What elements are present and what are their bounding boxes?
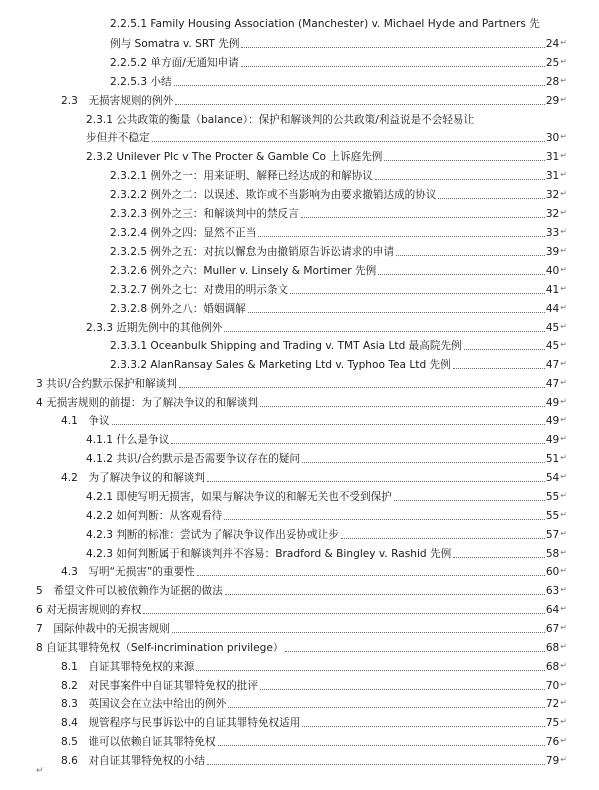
- return-mark-icon: ↵: [560, 472, 567, 481]
- return-mark-icon: ↵: [560, 95, 567, 104]
- return-mark-icon: ↵: [560, 736, 567, 745]
- toc-page-number: 39: [545, 246, 560, 258]
- dot-leader: [394, 500, 545, 501]
- toc-entry-label: 2.3.2.2 例外之二：以误述、欺诈或不当影响为由要求撤销达成的协议: [110, 189, 437, 201]
- toc-page-number: 29: [545, 95, 560, 107]
- toc-entry-8-6[interactable]: [61, 754, 567, 768]
- toc-page-number: 31: [545, 151, 560, 163]
- toc-entry-label: 4.2 为了解决争议的和解谈判: [61, 472, 205, 484]
- toc-entry-8-5[interactable]: [61, 735, 567, 749]
- toc-page-number: 32: [545, 208, 560, 220]
- dot-leader: [179, 387, 545, 388]
- toc-entry-8-1[interactable]: [61, 660, 567, 674]
- dot-leader: [228, 707, 545, 708]
- toc-page-number: 28: [545, 76, 560, 88]
- toc-entry-8-4[interactable]: [61, 716, 567, 730]
- dot-leader: [302, 726, 544, 727]
- toc-entry-2-3-1[interactable]: [86, 113, 567, 127]
- toc-entry-label: 2.3.2.3 例外之三：和解谈判中的禁反言: [110, 208, 299, 220]
- toc-page-number: 33: [545, 227, 560, 239]
- toc-entry-label: 2.3.2.6 例外之六：Muller v. Linsely & Mortimer 先例: [110, 265, 377, 277]
- dot-leader: [207, 481, 545, 482]
- dot-leader: [285, 651, 544, 652]
- return-mark-icon: ↵: [560, 378, 567, 387]
- dot-leader: [341, 538, 545, 539]
- return-mark-icon: ↵: [560, 755, 567, 764]
- toc-entry-label: 2.3.1 公共政策的衡量（balance）：保护和解谈判的公共政策/利益说是不会轻易让: [86, 114, 475, 126]
- toc-entry-8-2[interactable]: [61, 679, 567, 693]
- dot-leader: [248, 312, 545, 313]
- toc-entry-label: 2.3.2.5 例外之五：对抗以懈怠为由撤销原告诉讼请求的申请: [110, 246, 395, 258]
- toc-entry-label: 4.2.2 如何判断：从客观看待: [86, 510, 223, 522]
- dot-leader: [302, 462, 545, 463]
- toc-page-number: 70: [545, 680, 560, 692]
- dot-leader: [224, 519, 545, 520]
- toc-entry-4[interactable]: [36, 396, 567, 410]
- return-mark-icon: ↵: [560, 151, 567, 160]
- toc-entry-label-continued: 步但并不稳定: [86, 132, 150, 144]
- toc-entry-2-3-3-2[interactable]: [110, 358, 567, 372]
- toc-entry-label: 8.4 规管程序与民事诉讼中的自证其罪特免权适用: [61, 717, 301, 729]
- toc-page-number: 55: [545, 491, 560, 503]
- toc-entry-2-3-2[interactable]: [86, 150, 567, 164]
- toc-entry-label: 3 共识/合约默示保护和解谈判: [36, 378, 177, 390]
- toc-entry-label: 2.3.2.8 例外之八：婚姻调解: [110, 303, 246, 315]
- dot-leader: [378, 274, 545, 275]
- return-mark-icon: ↵: [560, 604, 567, 613]
- toc-page-number: 79: [545, 755, 560, 767]
- toc-page-number: 45: [545, 340, 560, 352]
- toc-entry-4-2-1[interactable]: [86, 490, 567, 504]
- return-mark-icon: ↵: [560, 453, 567, 462]
- toc-page-number: 49: [545, 415, 560, 427]
- return-mark-icon: ↵: [560, 491, 567, 500]
- return-mark-icon: ↵: [560, 642, 567, 651]
- toc-page-number: 30: [545, 132, 560, 144]
- toc-entry-label: 4.2.3 如何判断属于和解谈判并不容易：Bradford & Bingley v. Rashid 先例: [86, 548, 452, 560]
- return-mark-icon: ↵: [560, 132, 567, 141]
- return-mark-icon: ↵: [560, 265, 567, 274]
- return-mark-icon: ↵: [560, 548, 567, 557]
- dot-leader: [260, 689, 545, 690]
- toc-entry-4-1-2[interactable]: [86, 452, 567, 466]
- toc-entry-2-2-5-3[interactable]: [110, 75, 567, 89]
- toc-page-number: 31: [545, 170, 560, 182]
- toc-entry-label: 2.3.3 近期先例中的其他例外: [86, 322, 223, 334]
- toc-entry-label: 2.2.5.1 Family Housing Association (Manchester) v. Michael Hyde and Partners 先: [110, 18, 540, 30]
- return-mark-icon: ↵: [560, 680, 567, 689]
- toc-entry-2-3-2-4[interactable]: [110, 226, 567, 240]
- toc-entry-label-continued: 例与 Somatra v. SRT 先例: [110, 38, 240, 50]
- toc-entry-2-2-5-2[interactable]: [110, 56, 567, 70]
- dot-leader: [258, 236, 544, 237]
- toc-entry-7[interactable]: [36, 622, 567, 636]
- return-mark-icon: ↵: [560, 359, 567, 368]
- dot-leader: [197, 575, 545, 576]
- toc-page-number: 44: [545, 303, 560, 315]
- toc-entry-4-2-2[interactable]: [86, 509, 567, 523]
- dot-leader: [171, 443, 545, 444]
- dot-leader: [175, 104, 545, 105]
- dot-leader: [453, 368, 545, 369]
- return-mark-icon: ↵: [560, 303, 567, 312]
- dot-leader: [301, 217, 545, 218]
- toc-page-number: 24: [545, 38, 560, 50]
- return-mark-icon: ↵: [560, 566, 567, 575]
- return-mark-icon: ↵: [560, 661, 567, 670]
- toc-page-number: 49: [545, 434, 560, 446]
- return-mark-icon: ↵: [560, 698, 567, 707]
- toc-entry-label: 6 对无损害规则的弃权: [36, 604, 142, 616]
- toc-entry-label: 4.2.1 即使写明无损害，如果与解决争议的和解无关也不受到保护: [86, 491, 392, 503]
- toc-page-number: 40: [545, 265, 560, 277]
- toc-page-number: 49: [545, 397, 560, 409]
- dot-leader: [453, 557, 545, 558]
- toc-page-number: 75: [545, 717, 560, 729]
- dot-leader: [224, 331, 545, 332]
- toc-entry-label: 4.3 写明“无损害”的重要性: [61, 566, 195, 578]
- dot-leader: [152, 141, 545, 142]
- toc-entry-label: 2.3.2.7 例外之七：对费用的明示条文: [110, 284, 289, 296]
- return-mark-icon: ↵: [560, 529, 567, 538]
- dot-leader: [172, 632, 545, 633]
- dot-leader: [290, 293, 545, 294]
- return-mark-icon: ↵: [560, 510, 567, 519]
- toc-page-number: 41: [545, 284, 560, 296]
- toc-entry-4-2[interactable]: [61, 471, 567, 485]
- dot-leader: [241, 47, 544, 48]
- return-mark-icon: ↵: [560, 284, 567, 293]
- dot-leader: [396, 255, 545, 256]
- return-mark-icon: ↵: [560, 208, 567, 217]
- toc-entry-2-3-2-5[interactable]: [110, 245, 567, 259]
- toc-entry-2-3-2-6[interactable]: [110, 264, 567, 278]
- toc-entry-label: 4.1.1 什么是争议: [86, 434, 170, 446]
- return-mark-icon: ↵: [560, 246, 567, 255]
- dot-leader: [112, 424, 545, 425]
- toc-page-number: 55: [545, 510, 560, 522]
- toc-entry-4-1-1[interactable]: [86, 433, 567, 447]
- toc-page-number: 64: [545, 604, 560, 616]
- toc-entry-2-2-5-1-cont[interactable]: [110, 37, 567, 51]
- toc-entry-2-3-2-8[interactable]: [110, 302, 567, 316]
- dot-leader: [143, 613, 544, 614]
- dot-leader: [464, 349, 545, 350]
- dot-leader: [384, 160, 544, 161]
- return-mark-icon: ↵: [560, 623, 567, 632]
- toc-page-number: 54: [545, 472, 560, 484]
- toc-entry-label: 2.3.3.2 AlanRansay Sales & Marketing Ltd v. Typhoo Tea Ltd 先例: [110, 359, 451, 371]
- dot-leader: [260, 406, 545, 407]
- toc-entry-4-3[interactable]: [61, 565, 567, 579]
- toc-page-number: 25: [545, 57, 560, 69]
- toc-page-number: 72: [545, 698, 560, 710]
- dot-leader: [174, 85, 545, 86]
- return-mark-icon: ↵: [560, 322, 567, 331]
- dot-leader: [218, 745, 545, 746]
- toc-entry-2-3-2-1[interactable]: [110, 169, 567, 183]
- toc-entry-8[interactable]: [36, 641, 567, 655]
- return-mark-icon: ↵: [560, 189, 567, 198]
- dot-leader: [241, 66, 545, 67]
- toc-page-number: 67: [545, 623, 560, 635]
- dot-leader: [196, 670, 544, 671]
- toc-page-number: 57: [545, 529, 560, 541]
- return-mark-icon: ↵: [560, 397, 567, 406]
- toc-entry-label: 2.3.2.1 例外之一：用来证明、解释已经达成的和解协议: [110, 170, 373, 182]
- toc-entry-label: 5 希望文件可以被依赖作为证据的做法: [36, 585, 223, 597]
- toc-entry-label: 8.1 自证其罪特免权的来源: [61, 661, 195, 673]
- toc-entry-label: 2.3.2 Unilever Plc v The Procter & Gamble Co 上诉庭先例: [86, 151, 383, 163]
- toc-entry-label: 4.1.2 共识/合约默示是否需要争议存在的疑问: [86, 453, 300, 465]
- return-mark-icon: ↵: [560, 434, 567, 443]
- toc-page-number: 60: [545, 566, 560, 578]
- toc-page-number: 45: [545, 322, 560, 334]
- toc-entry-2-3-3[interactable]: [86, 321, 567, 335]
- return-mark-icon: ↵: [560, 38, 567, 47]
- toc-entry-4-2-3-b[interactable]: [86, 547, 567, 561]
- toc-entry-3[interactable]: [36, 377, 567, 391]
- return-mark-icon: ↵: [560, 340, 567, 349]
- toc-page-number: 58: [545, 548, 560, 560]
- toc-entry-8-3[interactable]: [61, 697, 567, 711]
- return-mark-icon: ↵: [560, 57, 567, 66]
- toc-page-number: 68: [545, 661, 560, 673]
- return-mark-icon: ↵: [560, 717, 567, 726]
- toc-entry-label: 2.3.2.4 例外之四：显然不正当: [110, 227, 257, 239]
- toc-page-number: 32: [545, 189, 560, 201]
- dot-leader: [225, 594, 545, 595]
- dot-leader: [207, 764, 545, 765]
- toc-page-number: 63: [545, 585, 560, 597]
- toc-entry-label: 2.2.5.3 小结: [110, 76, 172, 88]
- return-mark-icon: ↵: [560, 227, 567, 236]
- toc-entry-2-2-5-1[interactable]: [110, 17, 567, 31]
- toc-entry-label: 2.3.3.1 Oceanbulk Shipping and Trading v. TMT Asia Ltd 最高院先例: [110, 340, 462, 352]
- paragraph-return-mark-icon: ↵: [36, 766, 44, 776]
- toc-entry-label: 8.3 英国议会在立法中给出的例外: [61, 698, 227, 710]
- dot-leader: [375, 179, 545, 180]
- toc-entry-2-3-1-cont[interactable]: [86, 131, 567, 145]
- return-mark-icon: ↵: [560, 415, 567, 424]
- toc-entry-2-3[interactable]: [61, 94, 567, 108]
- toc-entry-2-3-2-7[interactable]: [110, 283, 567, 297]
- toc-entry-6[interactable]: [36, 603, 567, 617]
- return-mark-icon: ↵: [560, 170, 567, 179]
- toc-entry-2-3-2-2[interactable]: [110, 188, 567, 202]
- dot-leader: [438, 198, 544, 199]
- toc-page-number: 76: [545, 736, 560, 748]
- return-mark-icon: ↵: [560, 76, 567, 85]
- toc-entry-label: 8.5 谁可以依赖自证其罪特免权: [61, 736, 216, 748]
- toc-entry-label: 8.6 对自证其罪特免权的小结: [61, 755, 205, 767]
- toc-entry-4-2-3[interactable]: [86, 528, 567, 542]
- toc-entry-label: 4.2.3 判断的标准：尝试为了解决争议作出妥协或让步: [86, 529, 339, 541]
- return-mark-icon: ↵: [560, 585, 567, 594]
- toc-entry-5[interactable]: [36, 584, 567, 598]
- toc-entry-label: 4 无损害规则的前提：为了解决争议的和解谈判: [36, 397, 258, 409]
- toc-page-number: 51: [545, 453, 560, 465]
- toc-entry-4-1[interactable]: [61, 414, 567, 428]
- toc-page-number: 68: [545, 642, 560, 654]
- toc-entry-label: 8.2 对民事案件中自证其罪特免权的批评: [61, 680, 258, 692]
- toc-page-number: 47: [545, 359, 560, 371]
- toc-entry-label: 2.3 无损害规则的例外: [61, 95, 174, 107]
- toc-page-number: 47: [545, 378, 560, 390]
- toc-entry-label: 2.2.5.2 单方面/无通知申请: [110, 57, 239, 69]
- toc-entry-label: 7 国际仲裁中的无损害规则: [36, 623, 170, 635]
- toc-entry-label: 8 自证其罪特免权（Self-incrimination privilege）: [36, 642, 284, 654]
- toc-entry-2-3-3-1[interactable]: [110, 339, 567, 353]
- toc-entry-2-3-2-3[interactable]: [110, 207, 567, 221]
- toc-entry-label: 4.1 争议: [61, 415, 110, 427]
